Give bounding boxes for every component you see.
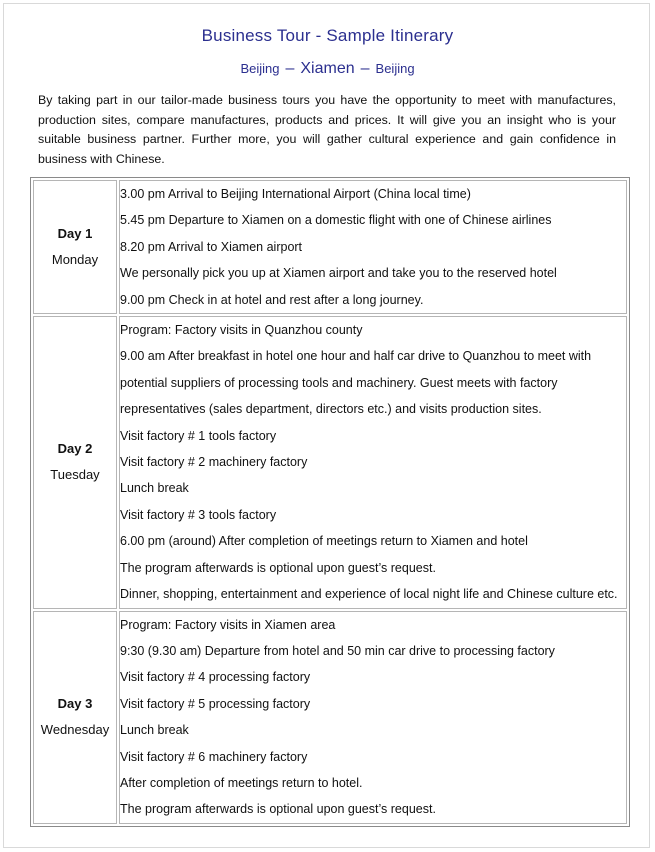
itinerary-row-day-1 <box>33 180 627 314</box>
weekday-label: Tuesday <box>50 467 100 483</box>
day-label: Day 3 <box>57 696 93 712</box>
schedule-line: Visit factory # 6 machinery factory <box>120 749 308 764</box>
schedule-line: Lunch break <box>120 481 189 496</box>
schedule-line: We personally pick you up at Xiamen airport and take you to the reserved hotel <box>120 266 557 281</box>
route-middle: Xiamen <box>300 60 355 77</box>
weekday-label: Monday <box>51 252 99 268</box>
day-label: Day 1 <box>57 226 93 242</box>
day-schedule <box>119 316 627 608</box>
intro-paragraph: By taking part in our tailor-made business tours you have the opportunity to meet with manufactures, production sites, compare manufactures, products and prices. It will give you an insight who is your suitable business partner. Further more, you will gather cultural experience and gain confidence in business with Chinese. <box>38 93 616 166</box>
schedule-line: After completion of meetings return to hotel. <box>120 775 363 790</box>
schedule-line: Visit factory # 1 tools factory <box>120 428 277 443</box>
route-start: Beijing <box>240 61 280 76</box>
schedule-line: Visit factory # 4 processing factory <box>120 670 311 685</box>
schedule-line: Visit factory # 3 tools factory <box>120 507 277 522</box>
day-cell <box>33 611 117 824</box>
schedule-line: Dinner, shopping, entertainment and experience of local night life and Chinese culture etc. <box>120 587 618 602</box>
schedule-line: 9.00 am After breakfast in hotel one hour and half car drive to Quanzhou to meet with <box>120 349 592 364</box>
schedule-line: 8.20 pm Arrival to Xiamen airport <box>120 239 303 254</box>
route-end: Beijing <box>375 61 415 76</box>
schedule-line: Lunch break <box>120 723 189 738</box>
day-cell <box>33 180 117 314</box>
schedule-line: 6.00 pm (around) After completion of meetings return to Xiamen and hotel <box>120 534 528 549</box>
schedule-line: representatives (sales department, directors etc.) and visits production sites. <box>120 402 542 417</box>
schedule-line: 3.00 pm Arrival to Beijing International Airport (China local time) <box>120 187 471 201</box>
route-separator-2: – <box>360 60 370 77</box>
schedule-line: Program: Factory visits in Xiamen area <box>120 617 336 632</box>
schedule-line: The program afterwards is optional upon guest’s request. <box>120 560 436 575</box>
schedule-line: Program: Factory visits in Quanzhou county <box>120 323 363 338</box>
route-line <box>0 60 655 78</box>
itinerary-row-day-3 <box>33 611 627 824</box>
schedule-line: 9:30 (9.30 am) Departure from hotel and 50 min car drive to processing factory <box>120 643 555 658</box>
itinerary-row-day-2 <box>33 316 627 608</box>
day-schedule <box>119 611 627 824</box>
schedule-line: 9.00 pm Check in at hotel and rest after a long journey. <box>120 292 424 307</box>
schedule-line: 5.45 pm Departure to Xiamen on a domestic flight with one of Chinese airlines <box>120 213 552 228</box>
schedule-line: Visit factory # 2 machinery factory <box>120 455 308 470</box>
document-title: Business Tour - Sample Itinerary <box>201 26 454 45</box>
day-label: Day 2 <box>57 441 93 457</box>
route-separator-1: – <box>285 60 295 77</box>
itinerary-table <box>30 177 630 827</box>
weekday-label: Wednesday <box>40 722 110 738</box>
schedule-line: Visit factory # 5 processing factory <box>120 696 311 711</box>
day-cell <box>33 316 117 608</box>
schedule-line: The program afterwards is optional upon guest’s request. <box>120 802 436 817</box>
schedule-line: potential suppliers of processing tools and machinery. Guest meets with factory <box>120 375 558 390</box>
day-schedule <box>119 180 627 314</box>
